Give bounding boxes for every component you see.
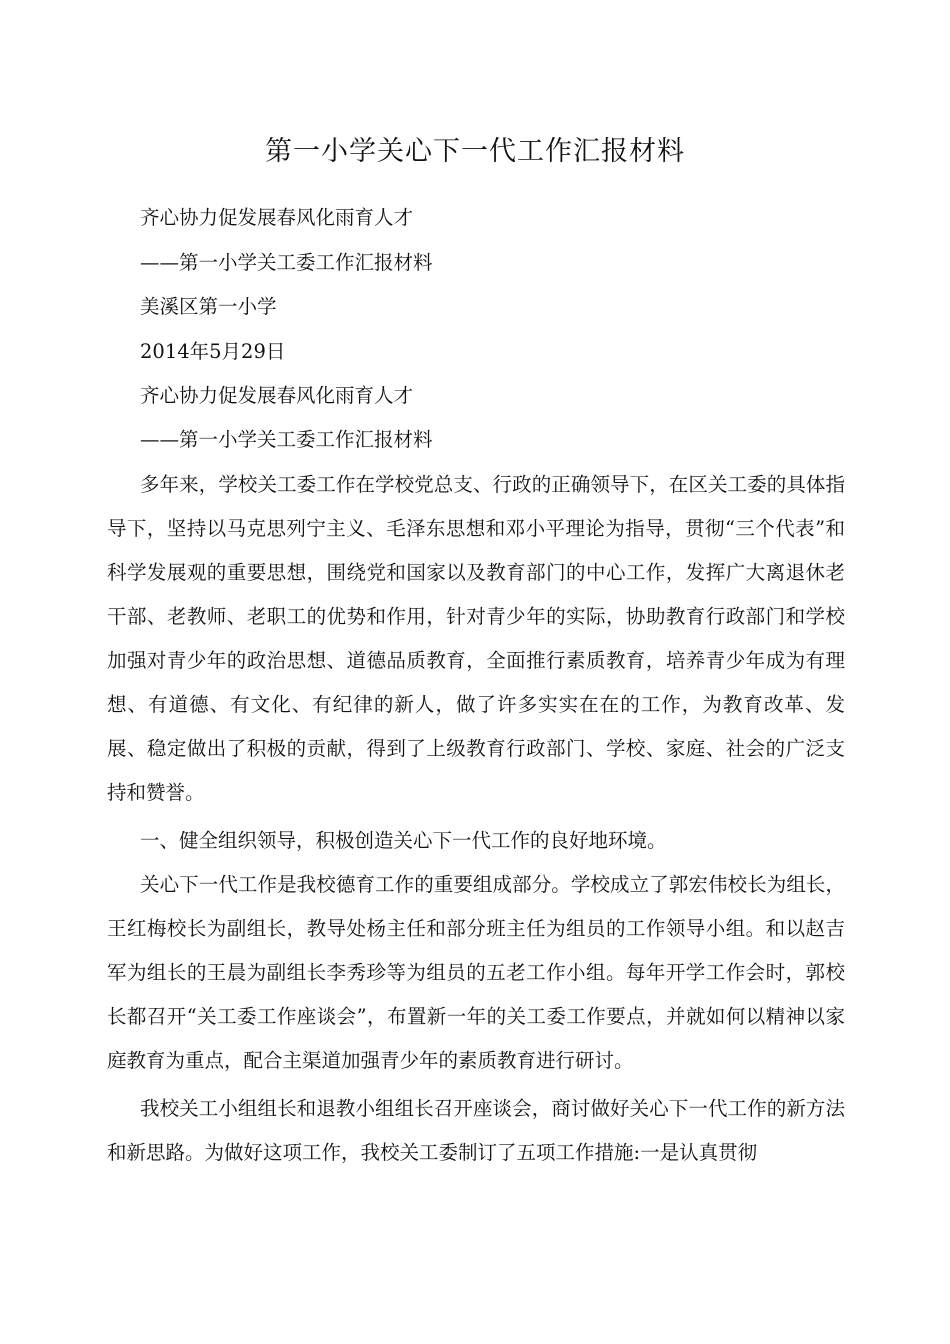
subtitle-slogan: 齐心协力促发展春风化雨育人才 [140,206,414,229]
school-name: 美溪区第一小学 [140,295,277,318]
document-title: 第一小学关心下一代工作汇报材料 [265,136,685,167]
section-heading-1: 一、健全组织领导，积极创造关心下一代工作的良好地环境。 [140,829,667,852]
subtitle-report-name: ——第一小学关工委工作汇报材料 [140,251,433,274]
paragraph-organization: 关心下一代工作是我校德育工作的重要组成部分。学校成立了郭宏伟校长为组长，王红梅校长为副组长，教导处杨主任和部分班主任为组员的工作领导小组。和以赵吉军为组长的王晨为副组长李秀珍等为组员的五老工作小组。每年开学工作会时，郭校长都召开“关工委工作座谈会”，布置新一年的关工委工作要点，并就如何以精神以家庭教育为重点，配合主渠道加强青少年的素质教育进行研讨。 [107,873,845,1072]
report-date: 2014年5月29日 [140,340,286,363]
subtitle-slogan-repeat: 齐心协力促发展春风化雨育人才 [140,384,414,407]
subtitle-report-name-repeat: ——第一小学关工委工作汇报材料 [140,428,433,451]
paragraph-measures: 我校关工小组组长和退教小组组长召开座谈会，商讨做好关心下一代工作的新方法和新思路。为做好这项工作，我校关工委制订了五项工作措施:一是认真贯彻 [107,1097,845,1164]
paragraph-intro: 多年来，学校关工委工作在学校党总支、行政的正确领导下，在区关工委的具体指导下，坚持以马克思列宁主义、毛泽东思想和邓小平理论为指导，贯彻“三个代表”和科学发展观的重要思想，围绕党和国家以及教育部门的中心工作，发挥广大离退休老干部、老教师、老职工的优势和作用，针对青少年的实际，协助教育行政部门和学校加强对青少年的政治思想、道德品质教育，全面推行素质教育，培养青少年成为有理想、有道德、有文化、有纪律的新人，做了许多实实在在的工作，为教育改革、发展、稳定做出了积极的贡献，得到了上级教育行政部门、学校、家庭、社会的广泛支持和赞誉。 [107,473,845,804]
